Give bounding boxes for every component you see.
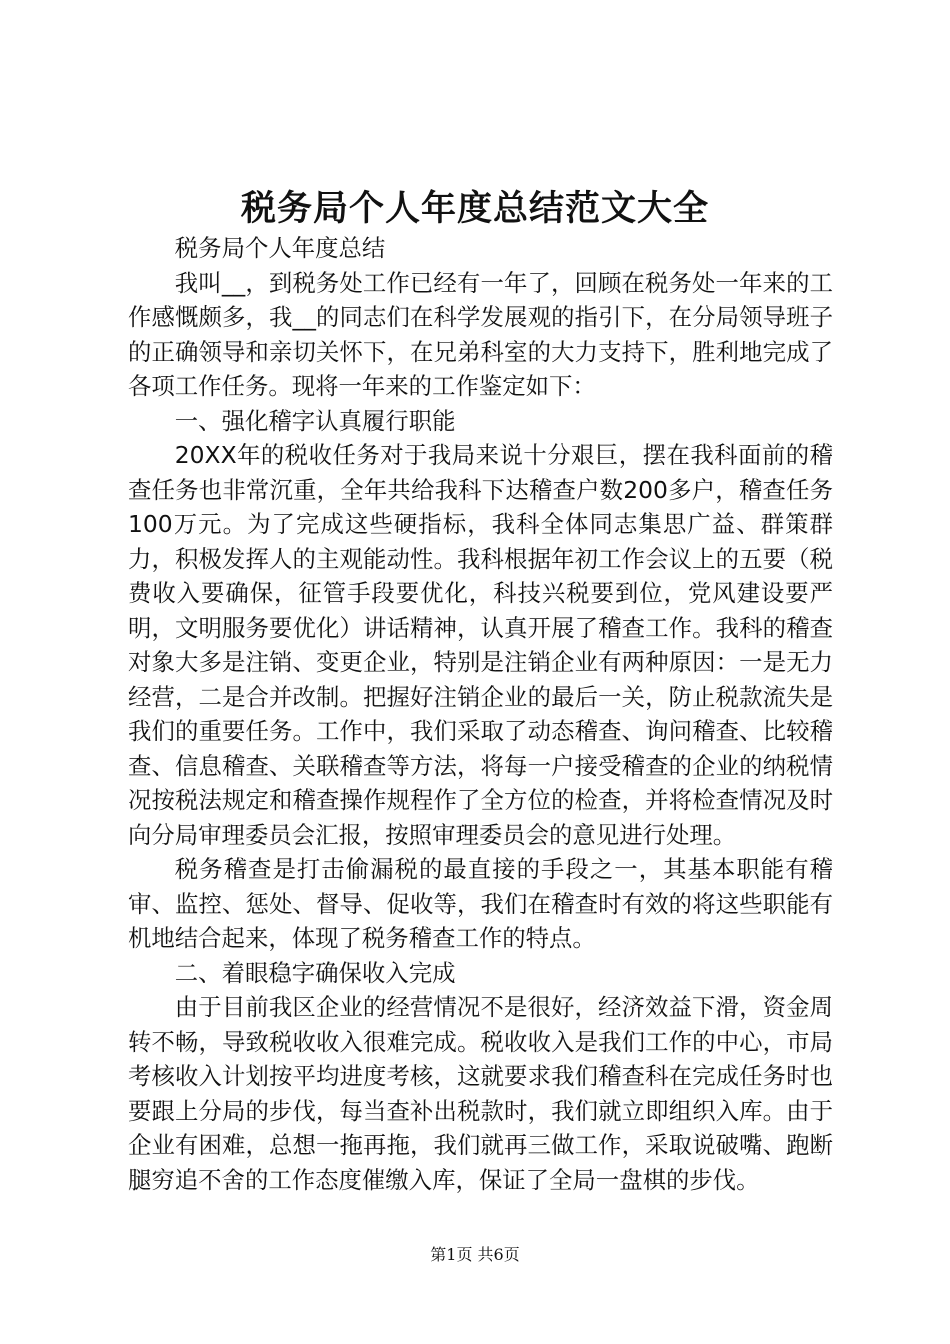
section-1-paragraph-2: 税务稽查是打击偷漏税的最直接的手段之一，其基本职能有稽审、监控、惩处、督导、促收等，我们在稽查时有效的将这些职能有机地结合起来，体现了税务稽查工作的特点。 <box>128 855 833 952</box>
section-heading-1: 一、强化稽字认真履行职能 <box>174 406 456 435</box>
page-number-footer: 第1页 共6页 <box>430 1245 520 1264</box>
section-heading-2: 二、着眼稳字确保收入完成 <box>174 958 456 987</box>
section-2-paragraph-1: 由于目前我区企业的经营情况不是很好，经济效益下滑，资金周转不畅，导致税收收入很难完成。税收收入是我们工作的中心，市局考核收入计划按平均进度考核，这就要求我们稽查科在完成任务时也要跟上分局的步伐，每当查补出税款时，我们就立即组织入库。由于企业有困难，总想一拖再拖，我们就再三做工作，采取说破嘴、跑断腿穷追不舍的工作态度催缴入库，保证了全局一盘棋的步伐。 <box>128 993 833 1194</box>
subtitle-paragraph: 税务局个人年度总结 <box>174 234 386 262</box>
intro-paragraph: 我叫__，到税务处工作已经有一年了，回顾在税务处一年来的工作感慨颇多，我__的同志们在科学发展观的指引下，在分局领导班子的正确领导和亲切关怀下，在兄弟科室的大力支持下，胜利地完成了各项工作任务。现将一年来的工作鉴定如下： <box>128 268 833 400</box>
section-1-paragraph-1: 20XX年的税收任务对于我局来说十分艰巨，摆在我科面前的稽查任务也非常沉重，全年共给我科下达稽查户数200多户，稽查任务100万元。为了完成这些硬指标，我科全体同志集思广益、群策群力，积极发挥人的主观能动性。我科根据年初工作会议上的五要（税费收入要确保，征管手段要优化，科技兴税要到位，党风建设要严明，文明服务要优化）讲话精神，认真开展了稽查工作。我科的稽查对象大多是注销、变更企业，特别是注销企业有两种原因：一是无力经营，二是合并改制。把握好注销企业的最后一关，防止税款流失是我们的重要任务。工作中，我们采取了动态稽查、询问稽查、比较稽查、信息稽查、关联稽查等方法，将每一户接受稽查的企业的纳税情况按税法规定和稽查操作规程作了全方位的检查，并将检查情况及时向分局审理委员会汇报，按照审理委员会的意见进行处理。 <box>128 441 833 849</box>
document-body <box>128 231 833 1197</box>
document-title: 税务局个人年度总结范文大全 <box>240 188 709 229</box>
